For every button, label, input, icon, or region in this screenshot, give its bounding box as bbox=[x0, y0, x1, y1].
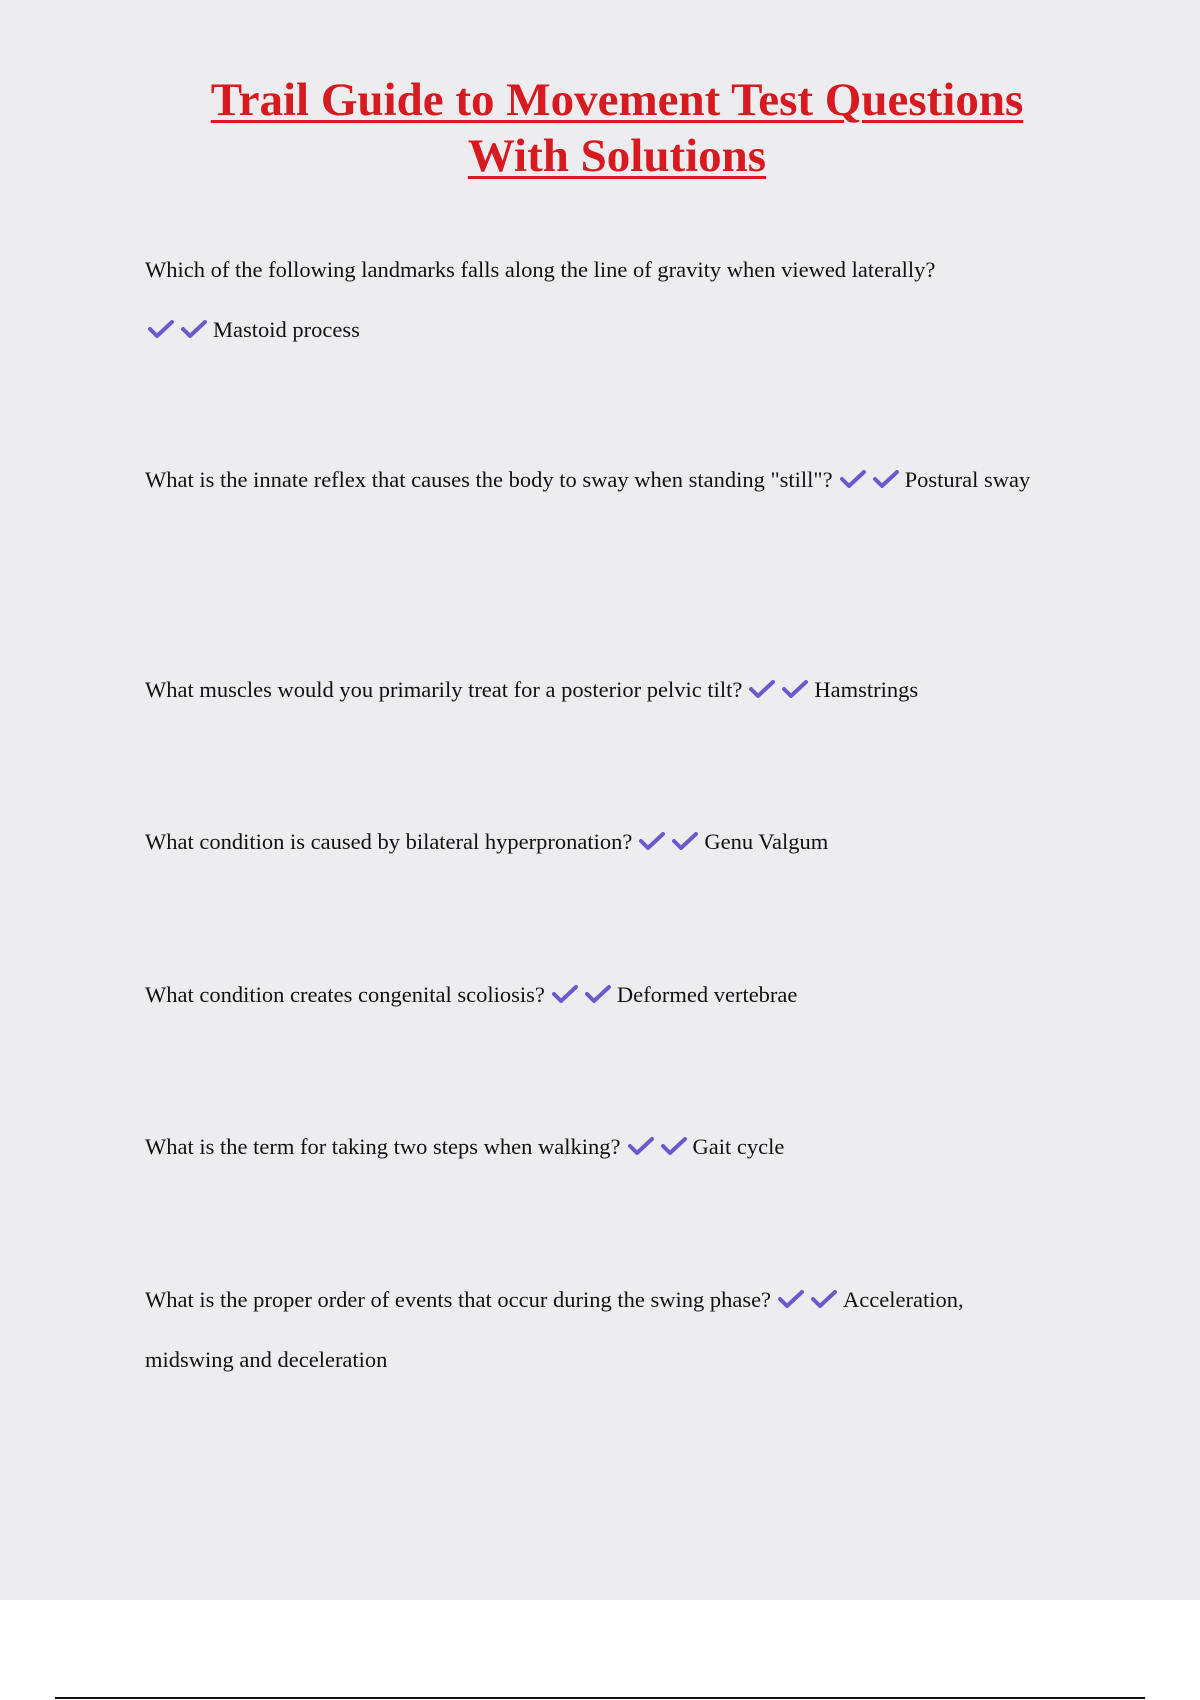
answer-text: Hamstrings bbox=[814, 677, 919, 702]
answer-text: Deformed vertebrae bbox=[616, 982, 798, 1007]
check-icon bbox=[551, 983, 579, 1005]
check-icon bbox=[180, 318, 208, 340]
title-line-1: Trail Guide to Movement Test Questions bbox=[210, 74, 1024, 126]
answer-text: Mastoid process bbox=[213, 317, 360, 342]
answer-text: Postural sway bbox=[904, 467, 1031, 492]
answer-text: Acceleration, midswing and deceleration bbox=[145, 1287, 964, 1372]
check-icon bbox=[584, 983, 612, 1005]
document-title bbox=[100, 72, 1134, 184]
question-text: What is the proper order of events that occur during the swing phase? bbox=[145, 1287, 772, 1312]
title-line-2: With Solutions bbox=[467, 130, 767, 182]
check-icon bbox=[147, 318, 175, 340]
check-icon bbox=[627, 1135, 655, 1157]
footer-divider bbox=[55, 1697, 1145, 1699]
qa-item-3 bbox=[145, 660, 1045, 720]
question-text: What condition creates congenital scoliosis? bbox=[145, 982, 545, 1007]
check-icon bbox=[660, 1135, 688, 1157]
check-icon bbox=[839, 468, 867, 490]
qa-item-6 bbox=[145, 1117, 1045, 1177]
answer-text: Genu Valgum bbox=[704, 829, 829, 854]
question-text: What is the term for taking two steps when walking? bbox=[145, 1134, 621, 1159]
question-text: What condition is caused by bilateral hyperpronation? bbox=[145, 829, 633, 854]
qa-item-7 bbox=[145, 1270, 1045, 1390]
qa-item-5 bbox=[145, 965, 1045, 1025]
qa-item-4 bbox=[145, 812, 1045, 872]
question-text: Which of the following landmarks falls along the line of gravity when viewed laterally? bbox=[145, 257, 936, 282]
check-icon bbox=[781, 678, 809, 700]
answer-text: Gait cycle bbox=[692, 1134, 785, 1159]
check-icon bbox=[671, 830, 699, 852]
question-text: What is the innate reflex that causes the body to sway when standing "still"? bbox=[145, 467, 833, 492]
qa-item-2 bbox=[145, 450, 1045, 510]
check-icon bbox=[777, 1288, 805, 1310]
check-icon bbox=[748, 678, 776, 700]
check-icon bbox=[638, 830, 666, 852]
check-icon bbox=[810, 1288, 838, 1310]
qa-item-1 bbox=[145, 240, 1045, 360]
question-text: What muscles would you primarily treat for a posterior pelvic tilt? bbox=[145, 677, 743, 702]
check-icon bbox=[872, 468, 900, 490]
